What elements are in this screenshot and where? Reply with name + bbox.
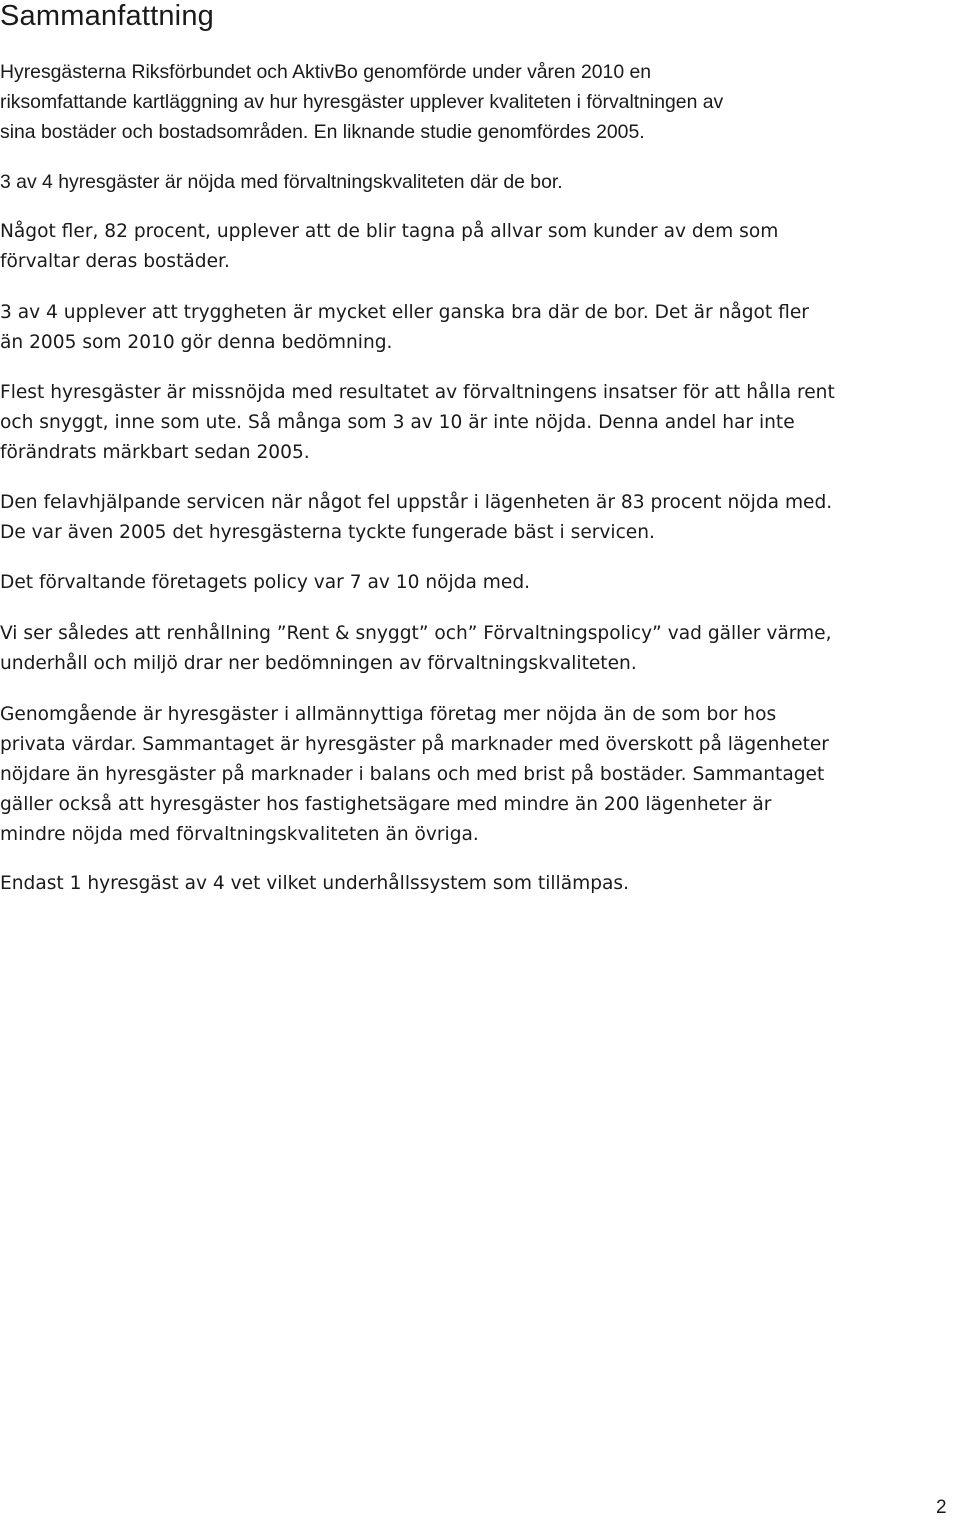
paragraph-line: nöjdare än hyresgäster på marknader i balans och med brist på bostäder. Sammantaget bbox=[0, 764, 825, 785]
page-title: Sammanfattning bbox=[0, 0, 214, 32]
paragraph-taken-seriously bbox=[0, 217, 960, 277]
paragraph-line: Hyresgästerna Riksförbundet och AktivBo genomförde under våren 2010 en bbox=[0, 61, 652, 83]
paragraph-line: Vi ser således att renhållning ”Rent & snyggt” och” Förvaltningspolicy” vad gäller värme, bbox=[0, 623, 832, 644]
paragraph-line: förvaltar deras bostäder. bbox=[0, 251, 230, 272]
paragraph-line: underhåll och miljö drar ner bedömningen av förvaltningskvaliteten. bbox=[0, 653, 637, 674]
paragraph-comparison bbox=[0, 700, 960, 850]
paragraph-cleaning bbox=[0, 378, 960, 468]
paragraph-policy bbox=[0, 568, 960, 598]
paragraph-line: sina bostäder och bostadsområden. En liknande studie genomfördes 2005. bbox=[0, 121, 645, 143]
paragraph-line: förändrats märkbart sedan 2005. bbox=[0, 442, 310, 463]
paragraph-maintenance bbox=[0, 869, 960, 899]
paragraph-fault-service bbox=[0, 488, 960, 548]
paragraph-line: gäller också att hyresgäster hos fastighetsägare med mindre än 200 lägenheter är bbox=[0, 794, 772, 815]
paragraph-intro bbox=[0, 57, 960, 147]
paragraph-line: 3 av 4 upplever att tryggheten är mycket eller ganska bra där de bor. Det är något fler bbox=[0, 302, 809, 323]
paragraph-safety bbox=[0, 298, 960, 358]
paragraph-conclusion bbox=[0, 619, 960, 679]
paragraph-line: Det förvaltande företagets policy var 7 av 10 nöjda med. bbox=[0, 572, 531, 593]
paragraph-line: privata värdar. Sammantaget är hyresgäster på marknader med överskott på lägenheter bbox=[0, 734, 829, 755]
paragraph-line: och snyggt, inne som ute. Så många som 3 av 10 är inte nöjda. Denna andel har inte bbox=[0, 412, 795, 433]
paragraph-line: Den felavhjälpande servicen när något fel uppstår i lägenheten är 83 procent nöjda med. bbox=[0, 492, 833, 513]
paragraph-line: Något fler, 82 procent, upplever att de blir tagna på allvar som kunder av dem som bbox=[0, 221, 779, 242]
paragraph-line: Flest hyresgäster är missnöjda med resultatet av förvaltningens insatser för att hålla rent bbox=[0, 382, 835, 403]
paragraph-line: De var även 2005 det hyresgästerna tyckte fungerade bäst i servicen. bbox=[0, 522, 655, 543]
page-number: 2 bbox=[936, 1497, 947, 1518]
paragraph-line: Genomgående är hyresgäster i allmännyttiga företag mer nöjda än de som bor hos bbox=[0, 704, 777, 725]
paragraph-line: 3 av 4 hyresgäster är nöjda med förvaltningskvaliteten där de bor. bbox=[0, 171, 563, 193]
paragraph-line: mindre nöjda med förvaltningskvaliteten än övriga. bbox=[0, 824, 479, 845]
paragraph-satisfaction bbox=[0, 167, 960, 197]
paragraph-line: än 2005 som 2010 gör denna bedömning. bbox=[0, 332, 393, 353]
paragraph-line: riksomfattande kartläggning av hur hyresgäster upplever kvaliteten i förvaltningen av bbox=[0, 91, 724, 113]
paragraph-line: Endast 1 hyresgäst av 4 vet vilket underhållssystem som tillämpas. bbox=[0, 873, 630, 894]
